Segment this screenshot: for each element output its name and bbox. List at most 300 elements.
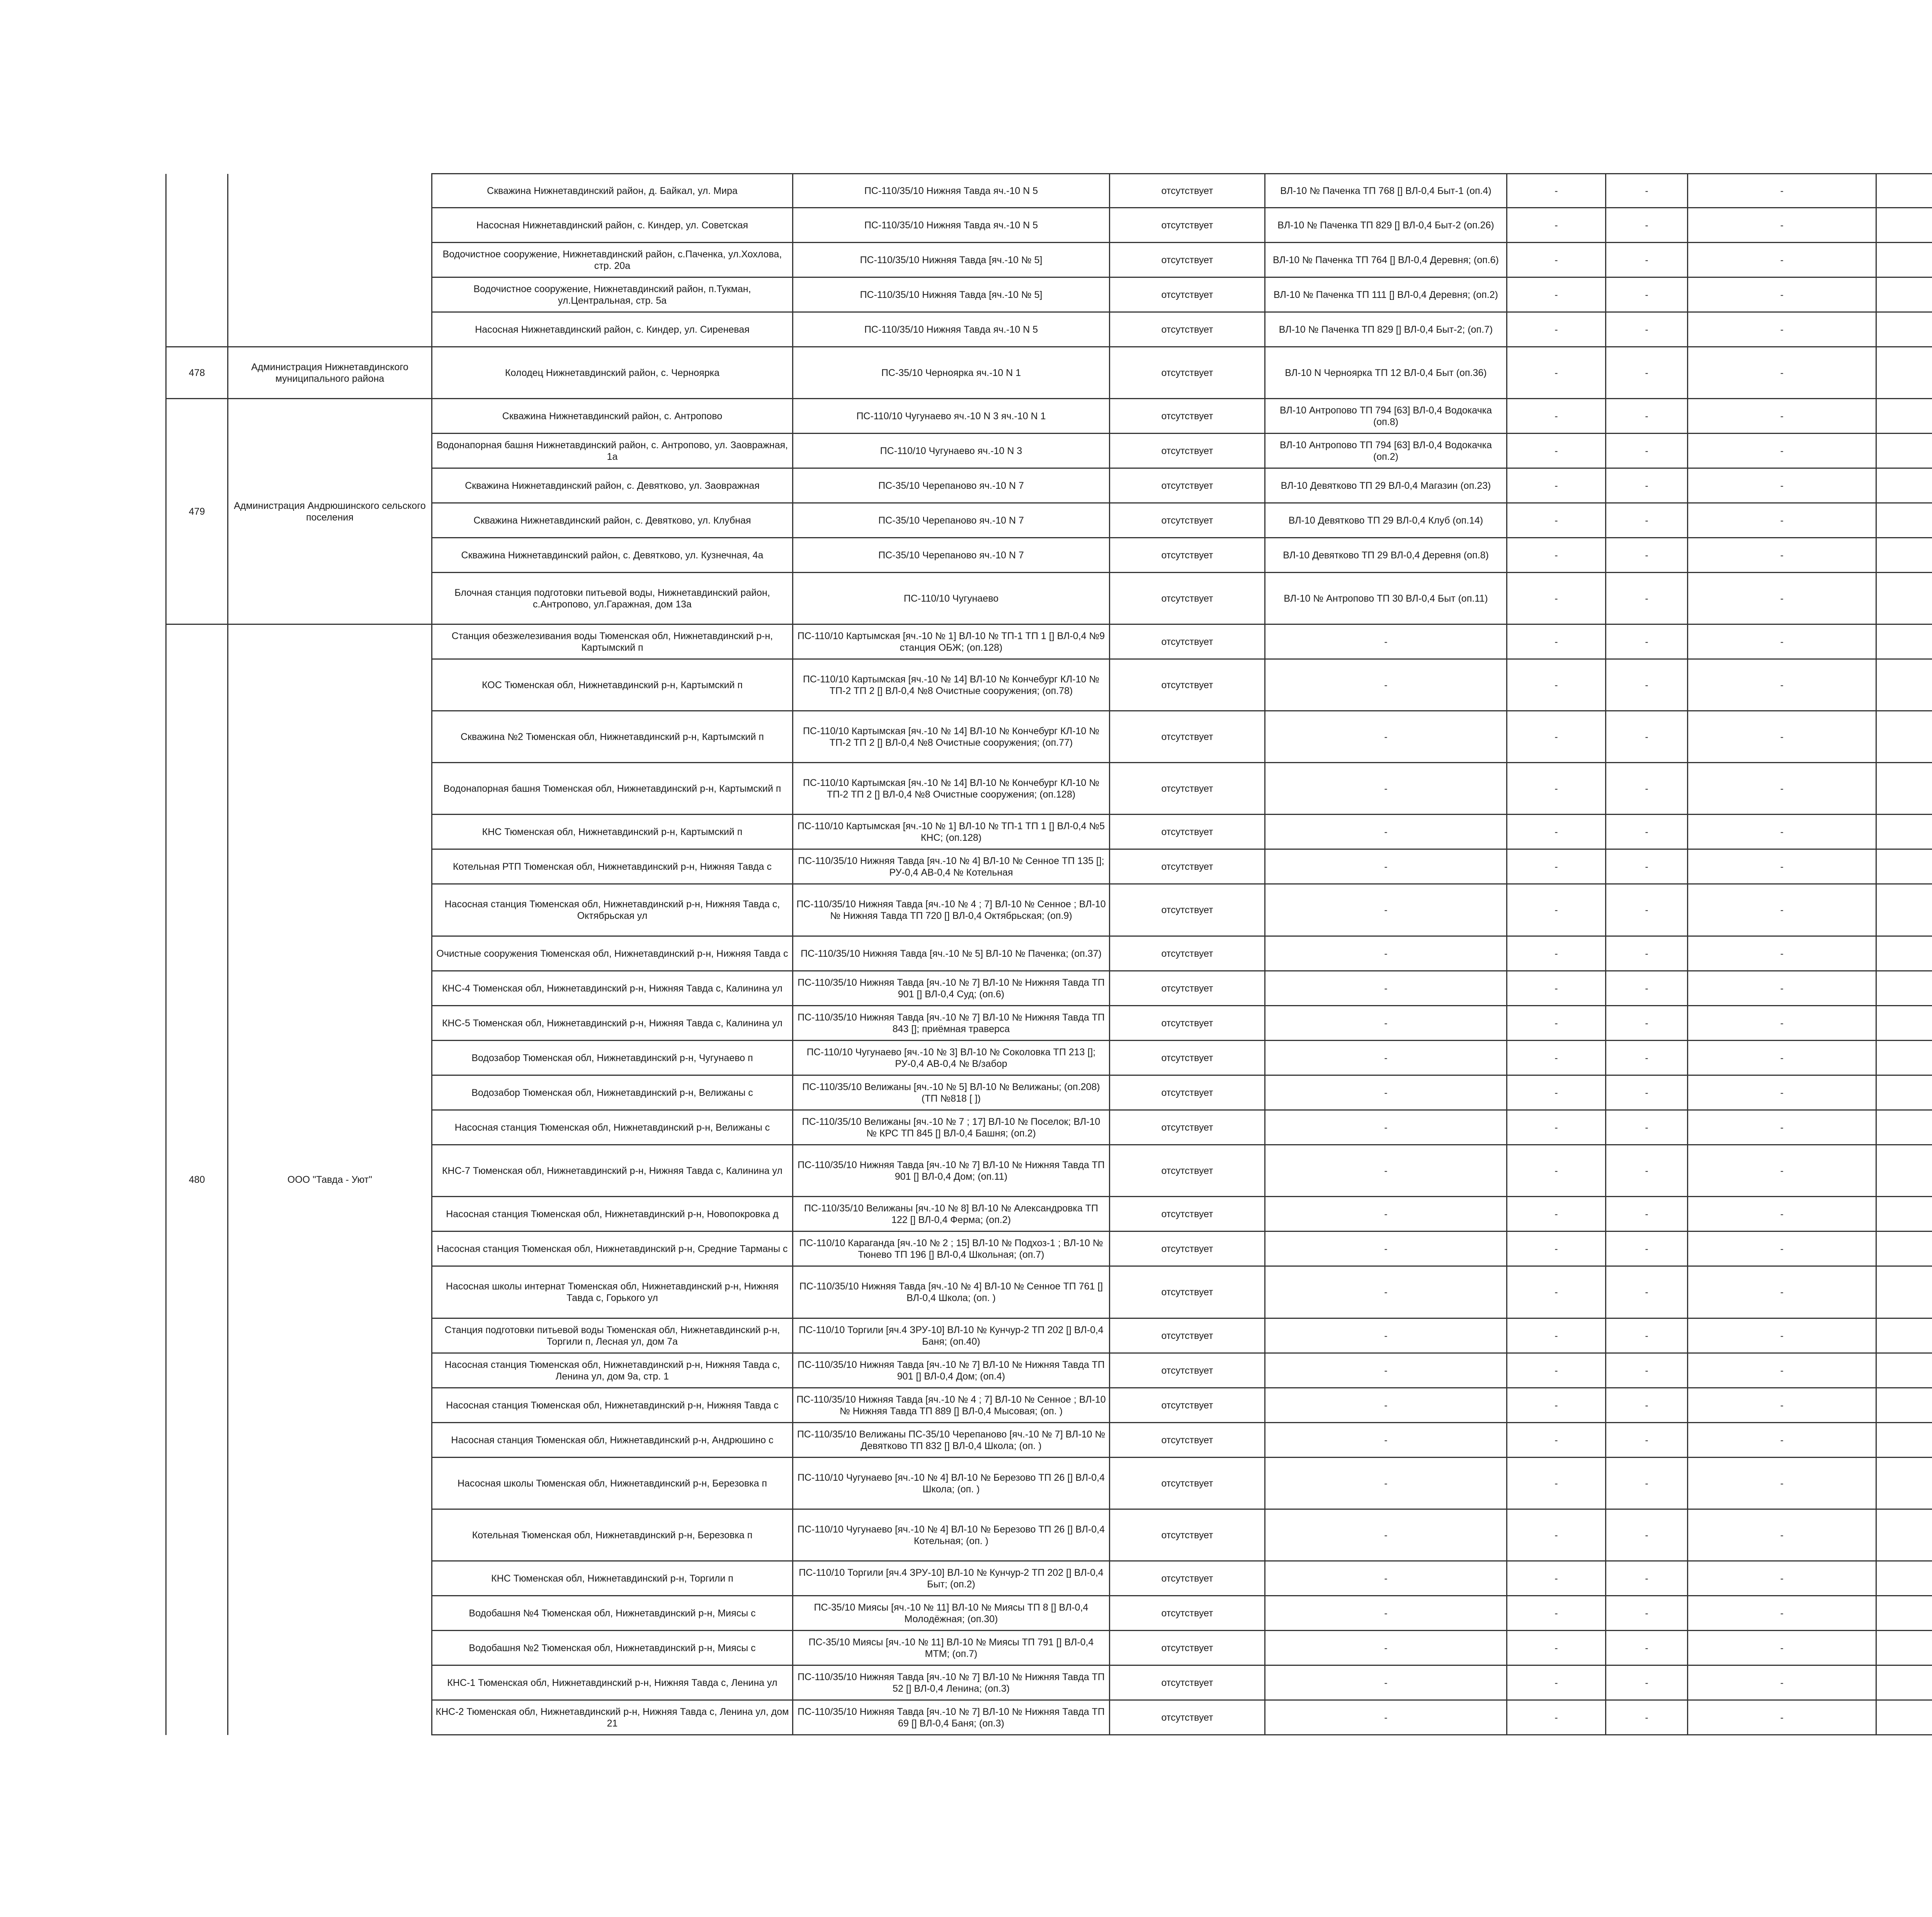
table-cell	[1876, 347, 1932, 399]
table-cell: -	[1606, 763, 1688, 815]
table-cell	[1876, 243, 1932, 277]
group-number-cell: 478	[166, 347, 228, 399]
table-cell: отсутствует	[1110, 573, 1265, 624]
table-cell: -	[1606, 815, 1688, 849]
table-cell: Насосная станция Тюменская обл, Нижнетавдинский р-н, Новопокровка д	[432, 1197, 793, 1232]
group-number-cell: 479	[166, 399, 228, 624]
table-cell: -	[1688, 763, 1876, 815]
table-cell: ПС-35/10 Черепаново яч.-10 N 7	[793, 538, 1110, 573]
table-cell: -	[1606, 1509, 1688, 1561]
table-cell: отсутствует	[1110, 1318, 1265, 1353]
table-cell: ПС-110/35/10 Нижняя Тавда [яч.-10 № 7] ВЛ-10 № Нижняя Тавда ТП 52 [] ВЛ-0,4 Ленина; (оп.3)	[793, 1665, 1110, 1700]
table-cell: -	[1606, 1041, 1688, 1075]
table-cell: -	[1507, 849, 1606, 884]
table-cell: отсутствует	[1110, 1232, 1265, 1266]
table-cell: ПС-110/10 Картымская [яч.-10 № 14] ВЛ-10 № Кончебург КЛ-10 № ТП-2 ТП 2 [] ВЛ-0,4 №8 Очистные сооружения; (оп.78)	[793, 659, 1110, 711]
table-cell: -	[1507, 174, 1606, 208]
table-cell: -	[1606, 659, 1688, 711]
table-cell: -	[1688, 399, 1876, 434]
table-cell: ВЛ-10 Девятково ТП 29 ВЛ-0,4 Деревня (оп.8)	[1265, 538, 1507, 573]
table-cell	[1876, 1110, 1932, 1145]
table-cell: отсутствует	[1110, 1596, 1265, 1631]
table-cell: -	[1265, 1318, 1507, 1353]
table-cell: -	[1606, 208, 1688, 243]
table-cell	[1876, 1318, 1932, 1353]
table-cell: -	[1688, 573, 1876, 624]
table-cell: Водочистное сооружение, Нижнетавдинский район, с.Паченка, ул.Хохлова, стр. 20а	[432, 243, 793, 277]
table-cell: -	[1507, 208, 1606, 243]
table-cell: отсутствует	[1110, 503, 1265, 538]
table-cell: Водозабор Тюменская обл, Нижнетавдинский р-н, Чугунаево п	[432, 1041, 793, 1075]
table-cell: -	[1688, 815, 1876, 849]
table-row	[166, 347, 1932, 399]
table-cell: -	[1606, 503, 1688, 538]
table-cell	[1876, 1232, 1932, 1266]
table-row	[166, 174, 1932, 208]
table-cell: КОС Тюменская обл, Нижнетавдинский р-н, Картымский п	[432, 659, 793, 711]
table-cell: -	[1507, 711, 1606, 763]
table-cell: -	[1507, 1041, 1606, 1075]
table-cell	[1876, 174, 1932, 208]
table-cell: -	[1688, 277, 1876, 312]
table-cell: ПС-110/10 Торгили [яч.4 ЗРУ-10] ВЛ-10 № Кунчур-2 ТП 202 [] ВЛ-0,4 Баня; (оп.40)	[793, 1318, 1110, 1353]
table-cell: Скважина Нижнетавдинский район, с. Девятково, ул. Заовражная	[432, 468, 793, 503]
table-cell: ПС-110/35/10 Нижняя Тавда яч.-10 N 5	[793, 174, 1110, 208]
table-cell: -	[1507, 538, 1606, 573]
table-cell: отсутствует	[1110, 1197, 1265, 1232]
table-cell: -	[1688, 971, 1876, 1006]
table-cell: -	[1265, 1509, 1507, 1561]
table-cell: отсутствует	[1110, 1631, 1265, 1665]
table-cell: -	[1265, 1075, 1507, 1110]
table-cell: отсутствует	[1110, 763, 1265, 815]
table-cell	[1876, 1458, 1932, 1509]
table-cell: Насосная станция Тюменская обл, Нижнетавдинский р-н, Нижняя Тавда с, Октябрьская ул	[432, 884, 793, 936]
table-cell: Скважина Нижнетавдинский район, с. Девятково, ул. Клубная	[432, 503, 793, 538]
table-cell: -	[1606, 884, 1688, 936]
table-cell: Водонапорная башня Нижнетавдинский район, с. Антропово, ул. Заовражная, 1а	[432, 434, 793, 468]
table-cell: -	[1688, 1353, 1876, 1388]
table-cell	[1876, 1075, 1932, 1110]
table-cell: -	[1606, 936, 1688, 971]
table-cell: -	[1688, 1006, 1876, 1041]
table-cell: -	[1606, 347, 1688, 399]
table-cell: -	[1606, 1075, 1688, 1110]
table-cell: отсутствует	[1110, 1423, 1265, 1458]
table-cell	[1876, 468, 1932, 503]
table-cell: отсутствует	[1110, 936, 1265, 971]
table-row	[166, 399, 1932, 434]
table-cell: -	[1507, 1353, 1606, 1388]
table-cell	[1876, 538, 1932, 573]
table-cell: отсутствует	[1110, 1110, 1265, 1145]
table-cell: -	[1688, 1700, 1876, 1735]
table-cell: -	[1507, 1232, 1606, 1266]
table-cell: отсутствует	[1110, 849, 1265, 884]
table-cell: -	[1507, 1458, 1606, 1509]
table-cell: -	[1507, 763, 1606, 815]
table-cell: -	[1606, 538, 1688, 573]
table-cell: -	[1606, 1561, 1688, 1596]
table-cell	[1876, 659, 1932, 711]
table-cell	[1876, 208, 1932, 243]
table-cell: -	[1507, 971, 1606, 1006]
table-cell: КНС-5 Тюменская обл, Нижнетавдинский р-н, Нижняя Тавда с, Калинина ул	[432, 1006, 793, 1041]
table-cell: -	[1507, 503, 1606, 538]
table-cell: -	[1265, 1700, 1507, 1735]
table-cell: -	[1688, 1596, 1876, 1631]
table-cell: ПС-110/10 Чугунаево [яч.-10 № 4] ВЛ-10 № Березово ТП 26 [] ВЛ-0,4 Школа; (оп. )	[793, 1458, 1110, 1509]
table-cell: КНС-7 Тюменская обл, Нижнетавдинский р-н, Нижняя Тавда с, Калинина ул	[432, 1145, 793, 1197]
table-cell: отсутствует	[1110, 1353, 1265, 1388]
table-cell	[1876, 624, 1932, 659]
table-cell: ПС-35/10 Миясы [яч.-10 № 11] ВЛ-10 № Миясы ТП 791 [] ВЛ-0,4 МТМ; (оп.7)	[793, 1631, 1110, 1665]
table-cell: ПС-35/10 Черноярка яч.-10 N 1	[793, 347, 1110, 399]
table-cell: ПС-110/10 Картымская [яч.-10 № 1] ВЛ-10 № ТП-1 ТП 1 [] ВЛ-0,4 №5 КНС; (оп.128)	[793, 815, 1110, 849]
table-cell: -	[1606, 1631, 1688, 1665]
table-cell: -	[1688, 1665, 1876, 1700]
table-cell: Блочная станция подготовки питьевой воды, Нижнетавдинский район, с.Антропово, ул.Гаражная, дом 13а	[432, 573, 793, 624]
table-cell: ПС-35/10 Черепаново яч.-10 N 7	[793, 503, 1110, 538]
table-cell: Водозабор Тюменская обл, Нижнетавдинский р-н, Велижаны с	[432, 1075, 793, 1110]
table-cell: ПС-110/35/10 Нижняя Тавда [яч.-10 № 4] ВЛ-10 № Сенное ТП 135 []; РУ-0,4 АВ-0,4 № Котельная	[793, 849, 1110, 884]
table-cell	[1876, 1596, 1932, 1631]
table-cell: ПС-110/10 Чугунаево [яч.-10 № 4] ВЛ-10 № Березово ТП 26 [] ВЛ-0,4 Котельная; (оп. )	[793, 1509, 1110, 1561]
table-cell: ПС-110/35/10 Нижняя Тавда [яч.-10 № 7] ВЛ-10 № Нижняя Тавда ТП 69 [] ВЛ-0,4 Баня; (оп.3)	[793, 1700, 1110, 1735]
table-cell: -	[1606, 174, 1688, 208]
table-cell: -	[1688, 503, 1876, 538]
table-cell: ВЛ-10 № Паченка ТП 829 [] ВЛ-0,4 Быт-2 (оп.26)	[1265, 208, 1507, 243]
table-cell: ВЛ-10 № Паченка ТП 829 [] ВЛ-0,4 Быт-2; (оп.7)	[1265, 312, 1507, 347]
table-cell	[1876, 1509, 1932, 1561]
table-cell: -	[1688, 1145, 1876, 1197]
table-cell: ВЛ-10 № Паченка ТП 768 [] ВЛ-0,4 Быт-1 (оп.4)	[1265, 174, 1507, 208]
table-cell: -	[1507, 243, 1606, 277]
table-row	[166, 624, 1932, 659]
table-cell: ВЛ-10 Девятково ТП 29 ВЛ-0,4 Клуб (оп.14)	[1265, 503, 1507, 538]
table-cell: отсутствует	[1110, 347, 1265, 399]
table-cell: ПС-110/10 Караганда [яч.-10 № 2 ; 15] ВЛ-10 № Подхоз-1 ; ВЛ-10 № Тюнево ТП 196 [] ВЛ-0,4 Школьная; (оп.7)	[793, 1232, 1110, 1266]
table-cell: отсутствует	[1110, 971, 1265, 1006]
table-cell	[1876, 1197, 1932, 1232]
power-supply-table	[165, 173, 1932, 1735]
table-cell: ПС-35/10 Черепаново яч.-10 N 7	[793, 468, 1110, 503]
table-cell: -	[1688, 936, 1876, 971]
table-cell: Насосная школы Тюменская обл, Нижнетавдинский р-н, Березовка п	[432, 1458, 793, 1509]
table-cell: КНС-2 Тюменская обл, Нижнетавдинский р-н, Нижняя Тавда с, Ленина ул, дом 21	[432, 1700, 793, 1735]
table-cell: -	[1606, 1388, 1688, 1423]
table-cell: -	[1507, 1197, 1606, 1232]
table-cell: -	[1688, 468, 1876, 503]
table-cell: ПС-110/35/10 Нижняя Тавда [яч.-10 № 4 ; 7] ВЛ-10 № Сенное ; ВЛ-10 № Нижняя Тавда ТП 720 [] ВЛ-0,4 Октябрьская; (оп.9)	[793, 884, 1110, 936]
table-cell: -	[1265, 624, 1507, 659]
table-cell: -	[1606, 399, 1688, 434]
table-cell: -	[1507, 277, 1606, 312]
table-cell: -	[1507, 347, 1606, 399]
table-cell: отсутствует	[1110, 1458, 1265, 1509]
table-cell: отсутствует	[1110, 1509, 1265, 1561]
table-cell: ПС-35/10 Миясы [яч.-10 № 11] ВЛ-10 № Миясы ТП 8 [] ВЛ-0,4 Молодёжная; (оп.30)	[793, 1596, 1110, 1631]
table-cell: Водочистное сооружение, Нижнетавдинский район, п.Тукман, ул.Центральная, стр. 5а	[432, 277, 793, 312]
table-cell: -	[1265, 1232, 1507, 1266]
table-cell: -	[1688, 884, 1876, 936]
organization-cell: ООО "Тавда - Уют"	[228, 624, 432, 1735]
table-cell: Водонапорная башня Тюменская обл, Нижнетавдинский р-н, Картымский п	[432, 763, 793, 815]
table-cell: -	[1265, 1458, 1507, 1509]
table-cell: -	[1265, 1041, 1507, 1075]
table-cell: отсутствует	[1110, 1041, 1265, 1075]
table-cell: ПС-110/35/10 Нижняя Тавда [яч.-10 № 7] ВЛ-10 № Нижняя Тавда ТП 901 [] ВЛ-0,4 Дом; (оп.11)	[793, 1145, 1110, 1197]
table-cell: -	[1606, 468, 1688, 503]
table-cell: ПС-110/10 Картымская [яч.-10 № 14] ВЛ-10 № Кончебург КЛ-10 № ТП-2 ТП 2 [] ВЛ-0,4 №8 Очистные сооружения; (оп.77)	[793, 711, 1110, 763]
table-cell: Водобашня №2 Тюменская обл, Нижнетавдинский р-н, Миясы с	[432, 1631, 793, 1665]
table-cell: ПС-110/10 Картымская [яч.-10 № 1] ВЛ-10 № ТП-1 ТП 1 [] ВЛ-0,4 №9 станция ОБЖ; (оп.128)	[793, 624, 1110, 659]
table-cell: -	[1507, 659, 1606, 711]
table-cell: -	[1606, 1458, 1688, 1509]
table-cell: -	[1688, 1509, 1876, 1561]
table-cell: Насосная станция Тюменская обл, Нижнетавдинский р-н, Нижняя Тавда с, Ленина ул, дом 9а, стр. 1	[432, 1353, 793, 1388]
table-cell: отсутствует	[1110, 208, 1265, 243]
table-cell: -	[1265, 849, 1507, 884]
table-cell: -	[1606, 1318, 1688, 1353]
table-cell: ПС-110/35/10 Нижняя Тавда [яч.-10 № 7] ВЛ-10 № Нижняя Тавда ТП 901 [] ВЛ-0,4 Дом; (оп.4)	[793, 1353, 1110, 1388]
table-cell: -	[1606, 312, 1688, 347]
table-cell	[1876, 1700, 1932, 1735]
table-cell: Скважина Нижнетавдинский район, с. Девятково, ул. Кузнечная, 4а	[432, 538, 793, 573]
table-cell: Насосная станция Тюменская обл, Нижнетавдинский р-н, Андрюшино с	[432, 1423, 793, 1458]
table-cell: -	[1688, 1388, 1876, 1423]
table-cell: -	[1606, 849, 1688, 884]
table-cell: -	[1265, 1110, 1507, 1145]
table-cell: -	[1606, 573, 1688, 624]
table-cell: Котельная Тюменская обл, Нижнетавдинский р-н, Березовка п	[432, 1509, 793, 1561]
table-cell: ПС-110/35/10 Нижняя Тавда [яч.-10 № 7] ВЛ-10 № Нижняя Тавда ТП 901 [] ВЛ-0,4 Суд; (оп.6)	[793, 971, 1110, 1006]
table-cell: Колодец Нижнетавдинский район, с. Черноярка	[432, 347, 793, 399]
table-cell: отсутствует	[1110, 659, 1265, 711]
table-cell	[1876, 815, 1932, 849]
table-cell: -	[1688, 1561, 1876, 1596]
table-cell: -	[1265, 1561, 1507, 1596]
table-cell: -	[1688, 1458, 1876, 1509]
table-cell: -	[1507, 1075, 1606, 1110]
table-cell	[1876, 1266, 1932, 1318]
table-cell: -	[1265, 1145, 1507, 1197]
table-cell: -	[1606, 1232, 1688, 1266]
table-cell: Насосная станция Тюменская обл, Нижнетавдинский р-н, Нижняя Тавда с	[432, 1388, 793, 1423]
table-cell: ПС-110/35/10 Нижняя Тавда [яч.-10 № 5]	[793, 277, 1110, 312]
table-cell: ВЛ-10 Антропово ТП 794 [63] ВЛ-0,4 Водокачка (оп.8)	[1265, 399, 1507, 434]
table-cell: отсутствует	[1110, 1075, 1265, 1110]
table-cell: -	[1507, 434, 1606, 468]
table-cell: -	[1688, 434, 1876, 468]
table-cell: -	[1265, 815, 1507, 849]
table-cell: -	[1265, 936, 1507, 971]
table-cell: -	[1688, 659, 1876, 711]
table-cell	[1876, 277, 1932, 312]
table-cell: КНС-1 Тюменская обл, Нижнетавдинский р-н, Нижняя Тавда с, Ленина ул	[432, 1665, 793, 1700]
table-cell: -	[1265, 1631, 1507, 1665]
table-cell: -	[1265, 1665, 1507, 1700]
table-cell	[1876, 1561, 1932, 1596]
table-cell: -	[1688, 1197, 1876, 1232]
table-cell: ВЛ-10 № Паченка ТП 111 [] ВЛ-0,4 Деревня; (оп.2)	[1265, 277, 1507, 312]
table-cell	[1876, 971, 1932, 1006]
table-cell: отсутствует	[1110, 1266, 1265, 1318]
table-cell: -	[1688, 849, 1876, 884]
table-cell	[1876, 884, 1932, 936]
table-cell: Водобашня №4 Тюменская обл, Нижнетавдинский р-н, Миясы с	[432, 1596, 793, 1631]
table-cell: -	[1265, 1266, 1507, 1318]
table-cell: ВЛ-10 Девятково ТП 29 ВЛ-0,4 Магазин (оп.23)	[1265, 468, 1507, 503]
table-cell	[1876, 1041, 1932, 1075]
table-cell: -	[1507, 815, 1606, 849]
table-cell: -	[1507, 1700, 1606, 1735]
table-cell: отсутствует	[1110, 434, 1265, 468]
table-cell: -	[1606, 1596, 1688, 1631]
table-cell: ПС-110/35/10 Нижняя Тавда яч.-10 N 5	[793, 208, 1110, 243]
table-cell: -	[1265, 1006, 1507, 1041]
table-cell: -	[1507, 1665, 1606, 1700]
table-cell: отсутствует	[1110, 884, 1265, 936]
table-cell: -	[1507, 468, 1606, 503]
table-cell: отсутствует	[1110, 174, 1265, 208]
table-cell: -	[1688, 538, 1876, 573]
table-cell: -	[1606, 434, 1688, 468]
table-cell: -	[1688, 174, 1876, 208]
table-cell: -	[1265, 1596, 1507, 1631]
table-cell: -	[1265, 659, 1507, 711]
table-cell: -	[1606, 1353, 1688, 1388]
table-cell: -	[1688, 312, 1876, 347]
table-cell: КНС-4 Тюменская обл, Нижнетавдинский р-н, Нижняя Тавда с, Калинина ул	[432, 971, 793, 1006]
table-cell: ПС-110/10 Чугунаево яч.-10 N 3 яч.-10 N 1	[793, 399, 1110, 434]
table-cell: ВЛ-10 № Паченка ТП 764 [] ВЛ-0,4 Деревня; (оп.6)	[1265, 243, 1507, 277]
table-cell: отсутствует	[1110, 399, 1265, 434]
table-cell: ВЛ-10 N Черноярка ТП 12 ВЛ-0,4 Быт (оп.36)	[1265, 347, 1507, 399]
table-cell: -	[1688, 347, 1876, 399]
table-cell: -	[1688, 243, 1876, 277]
table-cell: ПС-110/35/10 Нижняя Тавда [яч.-10 № 4] ВЛ-10 № Сенное ТП 761 [] ВЛ-0,4 Школа; (оп. )	[793, 1266, 1110, 1318]
table-cell: ПС-110/10 Чугунаево яч.-10 N 3	[793, 434, 1110, 468]
table-cell: -	[1507, 1388, 1606, 1423]
group-number-cell	[166, 174, 228, 347]
table-cell: -	[1507, 1561, 1606, 1596]
table-cell: -	[1688, 1631, 1876, 1665]
table-cell: Станция подготовки питьевой воды Тюменская обл, Нижнетавдинский р-н, Торгили п, Лесная ул, дом 7а	[432, 1318, 793, 1353]
table-cell: КНС Тюменская обл, Нижнетавдинский р-н, Торгили п	[432, 1561, 793, 1596]
table-cell: -	[1606, 1110, 1688, 1145]
table-cell	[1876, 573, 1932, 624]
table-cell: -	[1507, 884, 1606, 936]
table-cell: -	[1507, 936, 1606, 971]
table-cell: ПС-110/35/10 Велижаны [яч.-10 № 5] ВЛ-10 № Велижаны; (оп.208) (ТП №818 [ ])	[793, 1075, 1110, 1110]
table-cell	[1876, 503, 1932, 538]
table-cell	[1876, 1353, 1932, 1388]
table-cell	[1876, 434, 1932, 468]
table-cell	[1876, 1006, 1932, 1041]
table-cell: отсутствует	[1110, 1700, 1265, 1735]
table-cell: -	[1265, 1423, 1507, 1458]
table-cell: Насосная станция Тюменская обл, Нижнетавдинский р-н, Велижаны с	[432, 1110, 793, 1145]
table-cell	[1876, 1145, 1932, 1197]
organization-cell: Администрация Нижнетавдинского муниципального района	[228, 347, 432, 399]
table-cell: -	[1507, 1631, 1606, 1665]
table-cell: ПС-110/35/10 Нижняя Тавда [яч.-10 № 7] ВЛ-10 № Нижняя Тавда ТП 843 []; приёмная траверса	[793, 1006, 1110, 1041]
table-cell: -	[1606, 1665, 1688, 1700]
table-cell: Насосная Нижнетавдинский район, с. Киндер, ул. Советская	[432, 208, 793, 243]
table-cell: -	[1507, 1006, 1606, 1041]
table-cell: отсутствует	[1110, 243, 1265, 277]
table-cell	[1876, 1388, 1932, 1423]
table-cell: -	[1606, 1145, 1688, 1197]
table-cell: отсутствует	[1110, 1561, 1265, 1596]
table-cell: -	[1606, 277, 1688, 312]
table-cell: Очистные сооружения Тюменская обл, Нижнетавдинский р-н, Нижняя Тавда с	[432, 936, 793, 971]
table-cell: -	[1265, 1353, 1507, 1388]
table-cell: -	[1688, 208, 1876, 243]
organization-cell: Администрация Андрюшинского сельского поселения	[228, 399, 432, 624]
table-cell: Станция обезжелезивания воды Тюменская обл, Нижнетавдинский р-н, Картымский п	[432, 624, 793, 659]
table-cell: -	[1688, 1041, 1876, 1075]
table-cell: -	[1507, 573, 1606, 624]
table-cell: -	[1507, 399, 1606, 434]
table-cell: -	[1507, 624, 1606, 659]
table-cell: -	[1688, 1423, 1876, 1458]
table-cell: -	[1606, 711, 1688, 763]
table-cell: КНС Тюменская обл, Нижнетавдинский р-н, Картымский п	[432, 815, 793, 849]
table-cell: Насосная Нижнетавдинский район, с. Киндер, ул. Сиреневая	[432, 312, 793, 347]
table-cell: -	[1507, 1596, 1606, 1631]
table-cell: -	[1265, 1197, 1507, 1232]
table-cell: -	[1265, 763, 1507, 815]
table-cell	[1876, 936, 1932, 971]
table-cell: -	[1606, 624, 1688, 659]
table-cell: отсутствует	[1110, 1665, 1265, 1700]
table-cell: -	[1606, 243, 1688, 277]
table-cell	[1876, 1631, 1932, 1665]
table-cell: -	[1606, 1006, 1688, 1041]
table-cell: Скважина Нижнетавдинский район, с. Антропово	[432, 399, 793, 434]
table-cell: отсутствует	[1110, 1388, 1265, 1423]
table-cell: -	[1606, 1423, 1688, 1458]
table-cell: отсутствует	[1110, 468, 1265, 503]
table-cell: отсутствует	[1110, 711, 1265, 763]
table-cell: Скважина №2 Тюменская обл, Нижнетавдинский р-н, Картымский п	[432, 711, 793, 763]
table-cell: отсутствует	[1110, 1145, 1265, 1197]
table-cell: -	[1688, 624, 1876, 659]
table-cell	[1876, 1665, 1932, 1700]
table-cell: Насосная школы интернат Тюменская обл, Нижнетавдинский р-н, Нижняя Тавда с, Горького ул	[432, 1266, 793, 1318]
table-cell: Насосная станция Тюменская обл, Нижнетавдинский р-н, Средние Тарманы с	[432, 1232, 793, 1266]
table-cell: ПС-110/10 Торгили [яч.4 ЗРУ-10] ВЛ-10 № Кунчур-2 ТП 202 [] ВЛ-0,4 Быт; (оп.2)	[793, 1561, 1110, 1596]
table-cell	[1876, 849, 1932, 884]
table-cell: ПС-110/35/10 Велижаны ПС-35/10 Черепаново [яч.-10 № 7] ВЛ-10 № Девятково ТП 832 [] ВЛ-0,4 Школа; (оп. )	[793, 1423, 1110, 1458]
table-cell: -	[1265, 711, 1507, 763]
table-cell: -	[1688, 711, 1876, 763]
table-cell: -	[1688, 1232, 1876, 1266]
table-cell: -	[1265, 971, 1507, 1006]
table-cell: отсутствует	[1110, 1006, 1265, 1041]
table-cell: -	[1606, 1700, 1688, 1735]
table-cell: отсутствует	[1110, 815, 1265, 849]
table-cell	[1876, 763, 1932, 815]
table-cell: ПС-110/10 Картымская [яч.-10 № 14] ВЛ-10 № Кончебург КЛ-10 № ТП-2 ТП 2 [] ВЛ-0,4 №8 Очистные сооружения; (оп.128)	[793, 763, 1110, 815]
table-cell: ПС-110/35/10 Нижняя Тавда [яч.-10 № 4 ; 7] ВЛ-10 № Сенное ; ВЛ-10 № Нижняя Тавда ТП 889 [] ВЛ-0,4 Мысовая; (оп. )	[793, 1388, 1110, 1423]
table-cell: -	[1606, 1266, 1688, 1318]
table-cell: -	[1688, 1318, 1876, 1353]
table-cell: -	[1265, 1388, 1507, 1423]
table-cell: -	[1507, 1266, 1606, 1318]
